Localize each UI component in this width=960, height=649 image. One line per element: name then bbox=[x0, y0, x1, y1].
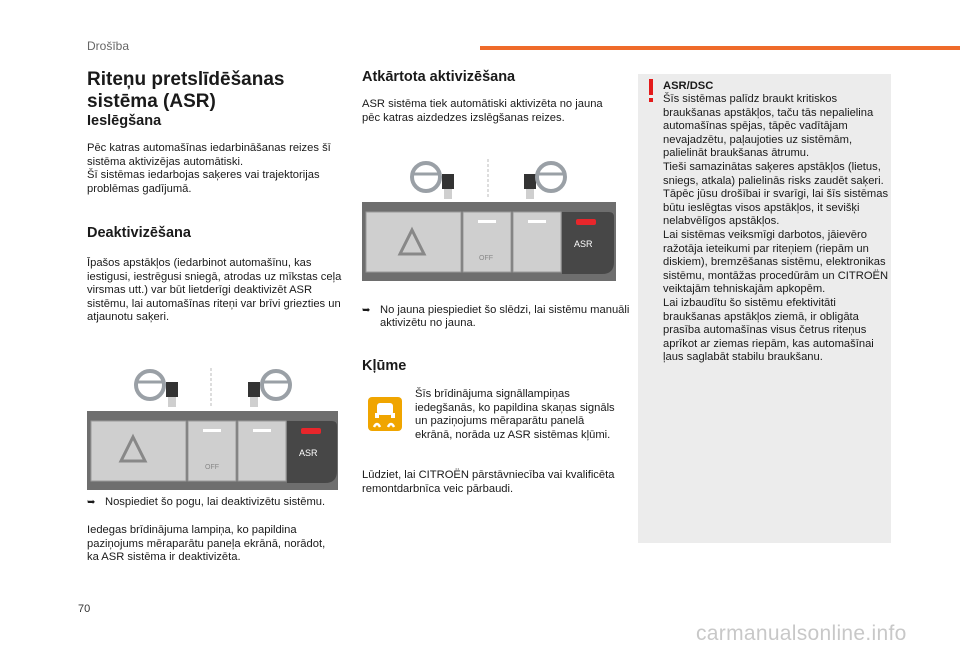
text-fault: Šīs brīdinājuma signāllampiņas iedegšanās, ko papildina skaņas signāls un paziņojums mēraparātu panelā ekrānā, norāda uz ASR sistēmas kļūmi. bbox=[415, 388, 615, 441]
bullet-deactivate: ➥ Nospiediet šo pogu, lai deaktivizētu sistēmu. bbox=[87, 496, 326, 508]
heading-reactivate: Atkārtota aktivizēšana bbox=[362, 69, 516, 85]
header-accent-bar bbox=[480, 46, 960, 50]
heading-fault: Kļūme bbox=[362, 358, 407, 374]
skid-warning-icon bbox=[368, 397, 402, 431]
asr-button-2[interactable] bbox=[562, 212, 614, 274]
asr-button-label: ASR bbox=[299, 448, 318, 458]
text-on: Pēc katras automašīnas iedarbināšanas reizes šī sistēma aktivizējas automātiski. Šī sistēmas iedarbojas saķeres vai trajektorijas problēmas gadījumā. bbox=[87, 142, 331, 195]
instrument-lamps-illustration bbox=[100, 360, 340, 412]
text-off: Īpašos apstākļos (iedarbinot automašīnu, kas iestigusi, iestrēgusi sniegā, atrodas uz mīkstas ceļa virsmas utt.) var būt lietderīgi deaktivizēt ASR sistēmu, lai automašīnas riteņi var brīvi griezties un atjaunotu saķeri. bbox=[87, 257, 342, 324]
warning-text: Šīs sistēmas palīdz braukt kritiskos braukšanas apstākļos, taču tās nepalielina automašīnas spējas, tāpēc vadītājam nevajadzētu, paļaujoties uz sistēmām, palielināt braukšanas ātrumu. Tieši samazinātas saķeres apstākļos (lietus, sniegs, atkala) palielinās risks zaudēt saķeri. Tāpēc jūsu drošībai ir svarīgi, lai šīs sistēmas būtu ieslēgtas visos apstākļos, it sevišķi nelabvēlīgos apstākļos. Lai sistēmas veiksmīgi darbotos, jāievēro ražotāja ieteikumi par riteņiem (riepām un diskiem), bremzēšanas sistēmu, elektronikas sistēmu, montāžas procedūrām un CITROËN veiktajām tehniskajām apkopēm. Lai izbaudītu šo sistēmu efektivitāti braukšanas apstākļos ziemā, ir obligāta prasība automašīnas visus četrus riteņus aprīkot ar ziemas riepām, kas automašīnai ļaus saglabāt stabilu braukšanu. bbox=[663, 93, 889, 364]
heading-on: Ieslēgšana bbox=[87, 113, 162, 129]
switch-panel-middle bbox=[362, 202, 616, 281]
heading-off: Deaktivizēšana bbox=[87, 225, 191, 241]
bullet-reactivate: ➥ No jauna piespiediet šo slēdzi, lai sistēmu manuāli aktivizētu no jauna. bbox=[362, 303, 630, 330]
watermark: carmanualsonline.info bbox=[696, 622, 907, 645]
text-reactivate: ASR sistēma tiek automātiski aktivizēta no jauna pēc katras aizdedzes izslēgšanas reizes. bbox=[362, 98, 603, 124]
exclamation-icon bbox=[645, 79, 657, 103]
text-after-bullet: Iedegas brīdinājuma lampiņa, ko papildina paziņojums mēraparātu paneļa ekrānā, norādot, ka ASR sistēma ir deaktivizēta. bbox=[87, 524, 326, 564]
asr-off-lamp-icon bbox=[136, 371, 178, 407]
asr-button-label-2: ASR bbox=[574, 239, 593, 249]
off-label-2: OFF bbox=[479, 255, 493, 262]
warning-title: ASR/DSC bbox=[663, 80, 714, 92]
arrow-icon: ➥ bbox=[87, 497, 96, 508]
asr-button[interactable] bbox=[287, 421, 337, 483]
asr-on-lamp-icon bbox=[248, 371, 290, 407]
switch-panel-left bbox=[87, 411, 338, 490]
page-title: Riteņu pretslīdēšanas sistēma (ASR) bbox=[87, 69, 285, 112]
instrument-lamps-illustration-2 bbox=[380, 155, 620, 203]
arrow-icon: ➥ bbox=[362, 304, 371, 316]
section-label: Drošība bbox=[87, 39, 130, 53]
text-fault-2: Lūdziet, lai CITROËN pārstāvniecība vai kvalificēta remontdarbnīca veic pārbaudi. bbox=[362, 469, 615, 495]
page-number: 70 bbox=[78, 603, 91, 615]
off-label: OFF bbox=[205, 464, 219, 471]
